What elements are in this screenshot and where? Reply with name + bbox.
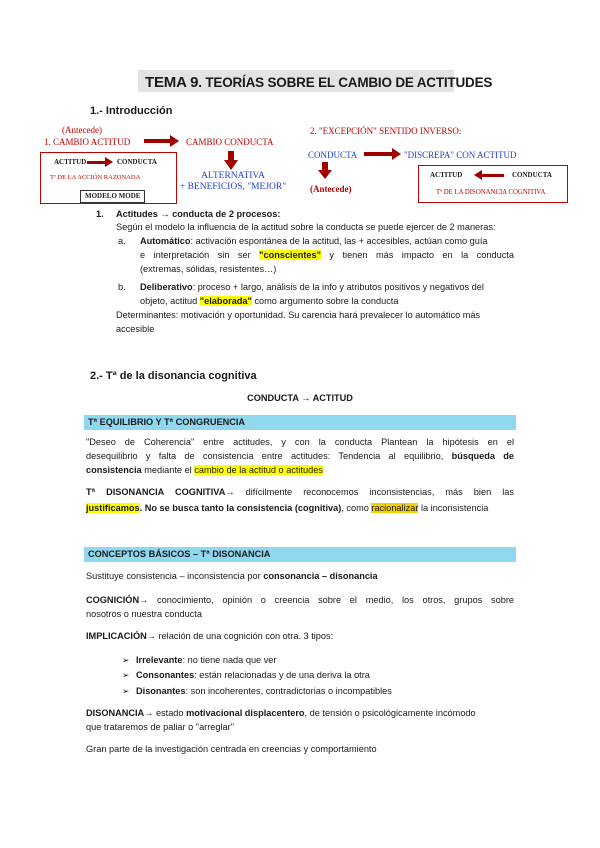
- disonancia-line2: que trataremos de paliar o "arreglar": [86, 722, 234, 732]
- tdc-line2: justificamos. No se busca tanto la consistencia (cognitiva), como racionalizar la inconsistencia: [86, 503, 489, 513]
- automatico-line1: Automático: activación espontánea de la actitud, las + accesibles, actúan como guía: [140, 236, 488, 246]
- actitud-label-right: ACTITUD: [430, 171, 463, 179]
- excepcion-label: 2. "EXCEPCIÓN" SENTIDO INVERSO:: [310, 126, 462, 136]
- arrow-small-head: [105, 157, 113, 167]
- arrow-small-line: [87, 161, 105, 164]
- list-item: ➢ Consonantes: están relacionadas y de una deriva la otra: [122, 669, 392, 681]
- cambio-conducta-label: CAMBIO CONDUCTA: [186, 137, 274, 147]
- determinantes-line2: accesible: [116, 324, 155, 334]
- bar-equilibrio-label: Tª EQUILIBRIO Y Tª CONGRUENCIA: [88, 417, 246, 427]
- cognicion-line2: nosotros o nuestra conducta: [86, 609, 202, 619]
- arrow-down-head: [224, 160, 238, 170]
- arrow-left-line: [482, 174, 504, 177]
- deseo-line3: consistencia mediante el cambio de la actitud o actitudes: [86, 465, 323, 475]
- antecede-label-right: (Antecede): [310, 184, 352, 194]
- alternativa-label: ALTERNATIVA: [201, 171, 265, 181]
- arrow-right-line: [144, 139, 170, 143]
- section-heading-disonancia: 2.- Tª de la disonancia cognitiva: [90, 370, 257, 382]
- implicacion-line: IMPLICACIÓN→ relación de una cognición con otra. 3 tipos:: [86, 631, 334, 641]
- arrow-right2-line: [364, 152, 392, 156]
- discrepa-label: "DISCREPA" CON ACTITUD: [404, 150, 517, 160]
- cognicion-line1: COGNICIÓN→ conocimiento, opinión o creencia sobre el medio, los otros, grupos sobre: [86, 595, 514, 605]
- deliberativo-line2: objeto, actitud "elaborada" como argumento sobre la conducta: [140, 296, 399, 306]
- determinantes-line1: Determinantes: motivación y oportunidad. Su carencia hará prevalecer lo automático más: [116, 310, 481, 320]
- deseo-line2: desequilibrio y falta de consistencia entre actitudes: Tendencia al equilibrio, búsqueda de: [86, 451, 515, 461]
- cambio-actitud-label: 1. CAMBIO ACTITUD: [44, 137, 131, 147]
- arrow-left-head: [474, 170, 482, 180]
- sustituye-line: Sustituye consistencia – inconsistencia por consonancia – disonancia: [86, 571, 378, 581]
- automatico-line2: e interpretación sin ser "conscientes" y tienen más impacto en la conducta: [140, 250, 515, 260]
- deliberativo-line1: Deliberativo: proceso + largo, análisis de la info y atributos positivos y negativos del: [140, 282, 484, 292]
- conducta-label-left: CONDUCTA: [117, 158, 157, 166]
- deseo-line1: "Deseo de Coherencia" entre actitudes, y con la conducta Plantean la hipótesis en el: [86, 437, 514, 447]
- tdc-line1: Tª DISONANCIA COGNITIVA→ difícilmente reconocemos inconsistencias, más bien las: [86, 487, 515, 497]
- list-number-1: 1.: [96, 209, 104, 219]
- section-heading-intro: 1.- Introducción: [90, 105, 173, 117]
- conducta-label-right: CONDUCTA: [308, 150, 358, 160]
- modelo-mode-box: MODELO MODE: [80, 190, 145, 203]
- conducta-actitud-heading: CONDUCTA → ACTITUD: [247, 393, 353, 403]
- tra-label: Tª DE LA ACCIÓN RAZONADA: [50, 174, 141, 181]
- actitud-label-left: ACTITUD: [54, 158, 87, 166]
- bar-conceptos-label: CONCEPTOS BÁSICOS – Tª DISONANCIA: [88, 549, 271, 559]
- arrow-right-head: [170, 135, 179, 147]
- page-title: TEMA 9. TEORÍAS SOBRE EL CAMBIO DE ACTITUDES: [145, 74, 493, 91]
- conducta-box-label: CONDUCTA: [512, 171, 552, 179]
- gran-parte-line: Gran parte de la investigación centrada en creencias y comportamiento: [86, 744, 377, 754]
- disonancia-line1: DISONANCIA→ estado motivacional displacentero, de tensión o psicológicamente incómodo: [86, 708, 476, 718]
- actitudes-intro: Según el modelo la influencia de la actitud sobre la conducta se puede ejercer de 2 maneras:: [116, 222, 496, 232]
- antecede-label-left: (Antecede): [62, 125, 102, 135]
- list-letter-b: b.: [118, 282, 126, 292]
- arrow-down2-head: [318, 170, 332, 179]
- list-letter-a: a.: [118, 236, 126, 246]
- list-item: ➢ Irrelevante: no tiene nada que ver: [122, 654, 392, 666]
- arrow-right2-head: [392, 148, 401, 160]
- actitudes-heading: Actitudes → conducta de 2 procesos:: [116, 209, 281, 219]
- disonancia-cognitiva-label: Tª DE LA DISONANCIA COGNITIVA: [436, 189, 546, 196]
- list-item: ➢ Disonantes: son incoherentes, contradictorias o incompatibles: [122, 685, 392, 697]
- automatico-line3: (extremas, sólidas, resistentes…): [140, 264, 277, 274]
- beneficios-label: + BENEFICIOS, "MEJOR": [179, 182, 287, 192]
- tipos-list: [122, 654, 392, 700]
